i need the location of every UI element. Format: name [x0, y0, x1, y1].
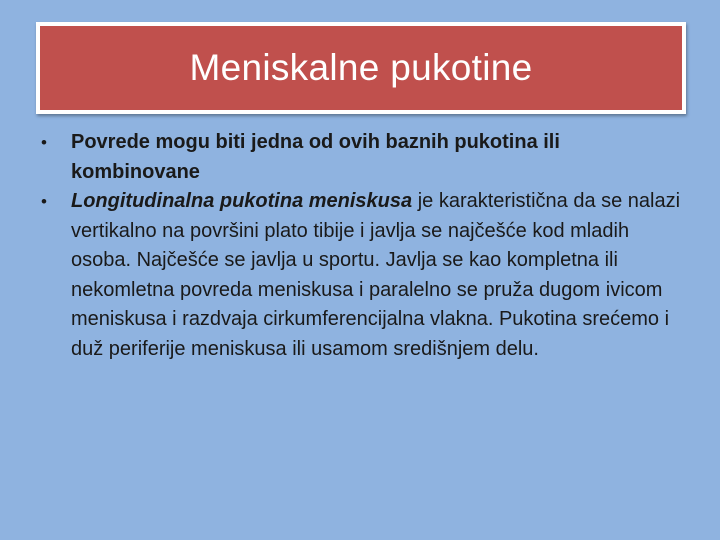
- bullet-icon: •: [41, 192, 47, 211]
- bullet-icon: •: [41, 133, 47, 152]
- bullet-list: [40, 128, 690, 364]
- title-box: [36, 22, 686, 114]
- bullet-text-1: Povrede mogu biti jedna od ovih baznih pukotina ili kombinovane: [71, 131, 560, 183]
- bullet-lead-2: Longitudinalna pukotina meniskusa: [71, 190, 413, 212]
- slide-title: Meniskalne pukotine: [189, 47, 533, 88]
- slide-content: [40, 128, 690, 364]
- bullet-text-2: je karakteristična da se nalazi vertikalno na površini plato tibije i javlja se najčešće kod mladih osoba. Najčešće se javlja u sportu. Javlja se kao kompletna ili nekomletna povreda meniskusa i paralelno se pruža dugom ivicom meniskusa i razdvaja cirkumferencijalna vlakna. Pukotina srećemo i duž periferije meniskusa ili usamom središnjem delu.: [71, 190, 681, 360]
- bullet-item-2: [40, 187, 690, 364]
- bullet-item-1: [40, 128, 690, 187]
